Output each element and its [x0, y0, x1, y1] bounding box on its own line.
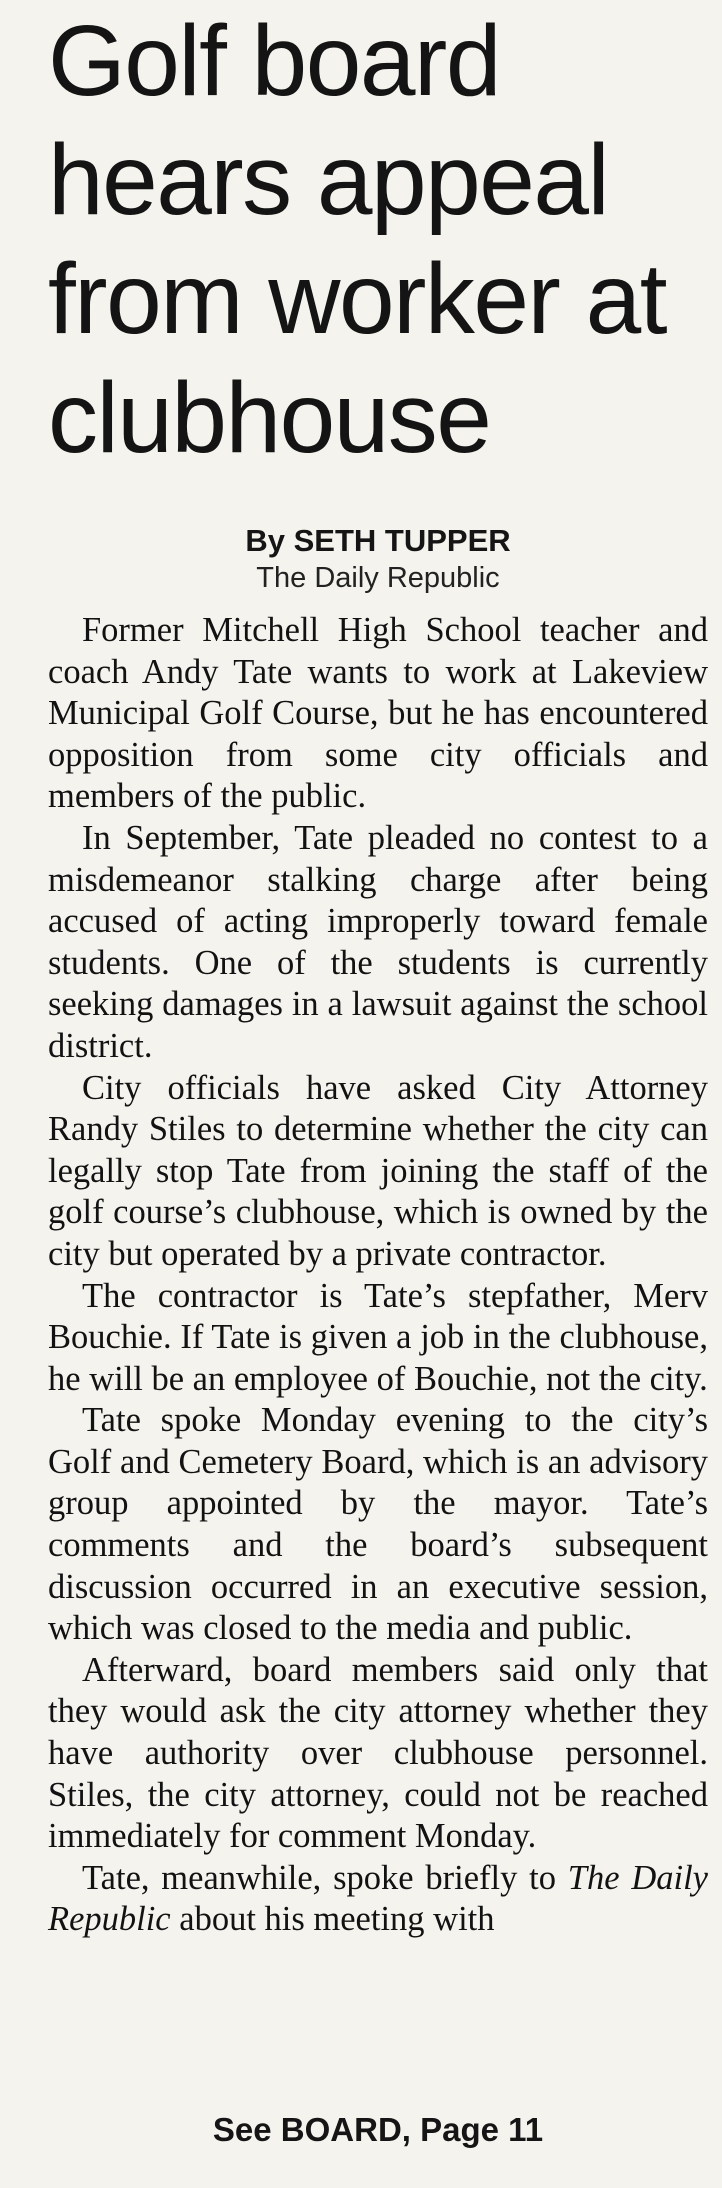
paragraph-last-start: Tate, meanwhile, spoke briefly to: [82, 1858, 568, 1897]
paragraph: City officials have asked City Attorney Randy Stiles to determine whether the city can legally stop Tate from joining the staff of the golf course’s clubhouse, which is owned by the city but operated by a private contractor.: [48, 1068, 708, 1273]
paragraph: Tate spoke Monday evening to the city’s Golf and Cemetery Board, which is an advisory group appointed by the mayor. Tate’s comments and the board’s subsequent discussion occurred in an executive session, which was closed to the media and public.: [48, 1401, 708, 1648]
paragraph: The contractor is Tate’s stepfather, Merv Bouchie. If Tate is given a job in the clubhouse, he will be an employee of Bouchie, not the city.: [48, 1276, 708, 1398]
paragraph: Former Mitchell High School teacher and coach Andy Tate wants to work at Lakeview Municipal Golf Course, but he has encountered opposition from some city officials and members of the public.: [48, 611, 708, 816]
byline-author: By SETH TUPPER: [245, 523, 511, 558]
article: [48, 0, 708, 2148]
publication-name-italic: The Daily Republic: [48, 1858, 708, 1939]
article-body: [48, 610, 708, 1941]
headline: Golf board hears appeal from worker at clubhouse: [48, 5, 667, 474]
byline: [48, 522, 708, 596]
paragraph: In September, Tate pleaded no contest to a misdemeanor stalking charge after being accused of acting improperly toward female students. One of the students is currently seeking damages in a lawsuit against the school district.: [48, 818, 708, 1065]
continuation-jump-line: See BOARD, Page 11: [212, 2111, 544, 2148]
byline-publication: The Daily Republic: [256, 562, 500, 594]
paragraph-last: [48, 1858, 708, 1941]
paragraph-last-end: about his meeting with: [170, 1900, 495, 1939]
paragraph: Afterward, board members said only that they would ask the city attorney whether they have authority over clubhouse personnel. Stiles, the city attorney, could not be reached immediately for comment Monday.: [48, 1650, 708, 1856]
